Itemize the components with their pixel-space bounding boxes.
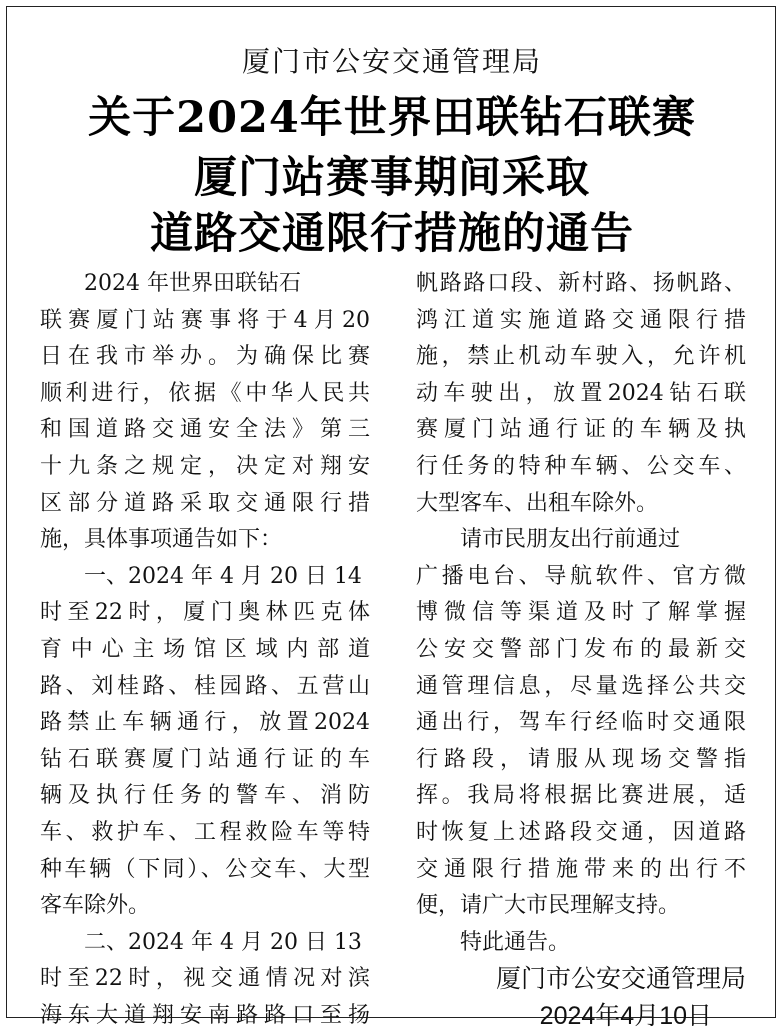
body-line: 辆及执行任务的警车、消防 (40, 783, 370, 809)
body-line: 日在我市举办。为确保比赛 (40, 344, 370, 370)
body-line: 鸿江道实施道路交通限行措 (416, 307, 746, 333)
body-line: 时至22时，视交通情况对滨 (40, 966, 370, 992)
body-line: 行任务的特种车辆、公交车、 (416, 453, 746, 479)
body-line: 车、救护车、工程救险车等特 (40, 819, 370, 845)
title-line-2: 厦门站赛事期间采取 (194, 153, 590, 203)
agency-header: 厦门市公安交通管理局 (241, 45, 542, 78)
body-line: 帆路路口段、新村路、扬帆路、 (416, 271, 746, 296)
signature-date: 2024年4月10日 (539, 1001, 712, 1030)
body-line: 时至22时，厦门奥林匹克体 (40, 600, 370, 626)
body-line: 动车驶出，放置2024钻石联 (416, 380, 746, 406)
body-line: 便，请广大市民理解支持。 (416, 893, 681, 919)
body-line: 通管理信息，尽量选择公共交 (416, 673, 746, 699)
body-line: 交通限行措施带来的出行不 (416, 856, 746, 882)
body-line: 一、2024 年 4 月 20 日 14 (40, 563, 362, 589)
body-line: 路禁止车辆通行，放置2024 (40, 710, 370, 736)
title-line-3: 道路交通限行措施的通告 (150, 209, 634, 259)
body-line: 施，具体事项通告如下： (40, 527, 283, 553)
body-line: 区部分道路采取交通限行措 (40, 490, 370, 516)
body-line: 十九条之规定，决定对翔安 (40, 453, 370, 479)
body-line: 赛厦门站通行证的车辆及执 (416, 417, 746, 443)
body-line: 路、刘桂路、桂园路、五营山 (40, 673, 370, 699)
body-line: 和国道路交通安全法》第三 (40, 417, 370, 443)
body-line: 海东大道翔安南路路口至扬 (40, 1002, 370, 1028)
body-line: 二、2024 年 4 月 20 日 13 (40, 929, 362, 955)
body-line: 特此通告。 (416, 929, 571, 955)
body-line: 行路段，请服从现场交警指 (416, 746, 746, 772)
body-line: 育中心主场馆区域内部道 (40, 636, 370, 662)
body-line: 2024 年世界田联钻石 (40, 271, 301, 296)
body-line: 钻石联赛厦门站通行证的车 (40, 746, 370, 772)
body-line: 请市民朋友出行前通过 (416, 527, 681, 553)
body-line: 施，禁止机动车驶入，允许机 (416, 344, 746, 370)
body-line: 广播电台、导航软件、官方微 (416, 563, 746, 589)
body-column-left (40, 266, 370, 1034)
body-line: 博微信等渠道及时了解掌握 (416, 600, 746, 626)
signature-agency: 厦门市公安交通管理局 (495, 965, 746, 994)
body-column-right (416, 266, 746, 1034)
body-line: 联赛厦门站赛事将于4月20 (40, 307, 370, 333)
body-line: 客车除外。 (40, 893, 151, 919)
body-line: 通出行，驾车行经临时交通限 (416, 710, 746, 736)
body-line: 顺利进行，依据《中华人民共 (40, 380, 370, 406)
body-line: 公安交警部门发布的最新交 (416, 636, 746, 662)
body-line: 时恢复上述路段交通，因道路 (416, 819, 746, 845)
body-line: 挥。我局将根据比赛进展，适 (416, 783, 746, 809)
body-line: 大型客车、出租车除外。 (416, 490, 659, 516)
body-line: 种车辆（下同）、公交车、大型 (40, 856, 370, 882)
title-line-1: 关于2024年世界田联钻石联赛 (88, 93, 696, 143)
